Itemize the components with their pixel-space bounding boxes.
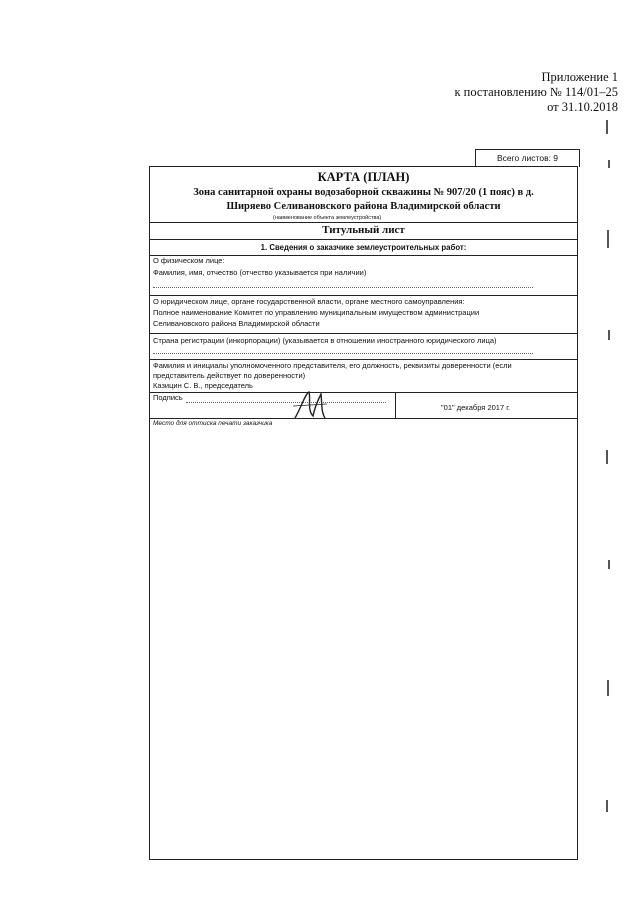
scan-mark (608, 560, 610, 569)
scan-mark (608, 330, 610, 340)
individual-label: О физическом лице: (153, 256, 225, 265)
signature-label: Подпись (153, 393, 183, 402)
map-subtitle-line-1: Зона санитарной охраны водозаборной скважины № 907/20 (1 пояс) в д. (193, 187, 534, 198)
divider (150, 222, 577, 223)
object-caption: (наименование объекта землеустройства) (273, 215, 382, 221)
scan-mark (606, 450, 608, 464)
blank-line (153, 287, 533, 288)
appendix-header (454, 70, 618, 115)
sheets-total: Всего листов: 9 (496, 153, 559, 163)
scan-mark (608, 160, 610, 168)
divider (150, 239, 577, 240)
representative-value: Казицин С. В., председатель (153, 381, 253, 390)
blank-line (153, 353, 533, 354)
appendix-line-2: к постановлению № 114/01–25 (454, 85, 618, 99)
sheets-total-box (475, 149, 580, 167)
divider (150, 359, 577, 360)
scan-mark (607, 230, 609, 248)
divider (395, 392, 396, 418)
representative-line-2: представитель действует по доверенности) (153, 371, 306, 380)
signature-line (186, 402, 386, 403)
signature-mark (291, 388, 329, 424)
section-heading: 1. Сведения о заказчике землеустроительных работ: (260, 243, 467, 252)
representative-line-1: Фамилия и инициалы уполномоченного представителя, его должность, реквизиты доверенности (если (153, 361, 512, 370)
signature-date: "01" декабря 2017 г. (441, 403, 511, 412)
divider (150, 295, 577, 296)
divider (150, 392, 577, 393)
scan-mark (606, 120, 608, 134)
appendix-line-1: Приложение 1 (541, 70, 618, 84)
country-label: Страна регистрации (инкорпорации) (указывается в отношении иностранного юридического лица) (153, 336, 497, 345)
legal-entity-label: О юридическом лице, органе государственной власти, органе местного самоуправления: (153, 297, 465, 306)
map-title: КАРТА (ПЛАН) (317, 170, 410, 184)
divider (150, 333, 577, 334)
map-subtitle-line-2: Ширяево Селивановского района Владимирской области (226, 201, 501, 212)
scan-mark (606, 800, 608, 812)
scan-mark (607, 680, 609, 696)
full-name-line-2: Селивановского района Владимирской области (153, 319, 320, 328)
scan-margin-marks (602, 120, 614, 840)
appendix-line-3: от 31.10.2018 (547, 100, 618, 114)
form-frame (149, 166, 578, 860)
full-name-line-1: Полное наименование Комитет по управлению муниципальным имуществом администрации (153, 308, 480, 317)
divider (150, 418, 577, 419)
stamp-place-label: Место для оттиска печати заказчика (153, 420, 273, 427)
title-sheet-heading: Титульный лист (322, 224, 405, 236)
individual-name-label: Фамилия, имя, отчество (отчество указывается при наличии) (153, 268, 367, 277)
